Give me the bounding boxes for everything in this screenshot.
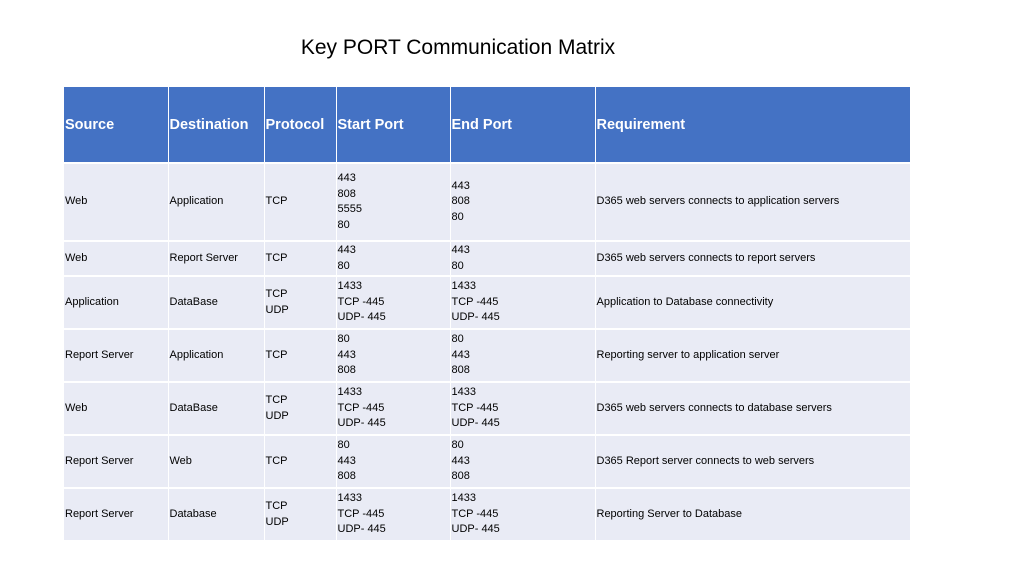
end-port-value: 443 bbox=[451, 454, 470, 467]
protocol-value: TCP bbox=[265, 288, 288, 300]
table-row bbox=[64, 163, 910, 241]
protocol-cell bbox=[264, 163, 336, 241]
table-row bbox=[64, 241, 910, 276]
start-port-value: 808 bbox=[337, 470, 356, 483]
start-port-value: 443 bbox=[337, 348, 356, 361]
start-port-value: 443 bbox=[337, 454, 356, 467]
end-port-cell bbox=[450, 382, 595, 435]
column-header-destination: Destination bbox=[168, 87, 264, 163]
start-port-value: 80 bbox=[337, 218, 350, 231]
start-port-value: 1433 bbox=[337, 492, 362, 505]
requirement-cell: Reporting Server to Database bbox=[595, 488, 910, 541]
protocol-value: TCP bbox=[265, 500, 288, 512]
end-port-value: 1433 bbox=[451, 492, 476, 505]
requirement-cell: D365 web servers connects to application servers bbox=[595, 163, 910, 241]
column-header-protocol: Protocol bbox=[264, 87, 336, 163]
end-port-value: 80 bbox=[451, 259, 464, 272]
start-port-cell bbox=[336, 435, 450, 488]
end-port-value: UDP- 445 bbox=[451, 523, 500, 536]
start-port-value: 1433 bbox=[337, 386, 362, 399]
start-port-value: 1433 bbox=[337, 280, 362, 293]
end-port-value: TCP -445 bbox=[451, 295, 499, 308]
start-port-value: 808 bbox=[337, 187, 356, 200]
end-port-value: UDP- 445 bbox=[451, 311, 500, 324]
protocol-cell bbox=[264, 382, 336, 435]
start-port-cell bbox=[336, 488, 450, 541]
destination-cell: Application bbox=[168, 163, 264, 241]
end-port-cell bbox=[450, 276, 595, 329]
protocol-value: TCP bbox=[265, 394, 288, 406]
column-header-end-port: End Port bbox=[450, 87, 595, 163]
start-port-cell bbox=[336, 382, 450, 435]
source-cell: Report Server bbox=[64, 329, 168, 382]
protocol-value: UDP bbox=[265, 515, 289, 528]
end-port-value: 808 bbox=[451, 364, 470, 377]
requirement-cell: D365 web servers connects to database servers bbox=[595, 382, 910, 435]
start-port-value: 80 bbox=[337, 259, 350, 272]
protocol-value: UDP bbox=[265, 409, 289, 422]
end-port-value: 808 bbox=[451, 470, 470, 483]
start-port-value: UDP- 445 bbox=[337, 311, 386, 324]
start-port-value: 80 bbox=[337, 439, 350, 452]
destination-cell: Application bbox=[168, 329, 264, 382]
end-port-value: 443 bbox=[451, 179, 470, 192]
source-cell: Report Server bbox=[64, 488, 168, 541]
table-row bbox=[64, 382, 910, 435]
start-port-value: UDP- 445 bbox=[337, 523, 386, 536]
end-port-value: TCP -445 bbox=[451, 401, 499, 414]
end-port-value: 443 bbox=[451, 244, 470, 256]
table-row bbox=[64, 276, 910, 329]
protocol-cell bbox=[264, 276, 336, 329]
source-cell: Report Server bbox=[64, 435, 168, 488]
end-port-value: UDP- 445 bbox=[451, 417, 500, 430]
protocol-value: TCP bbox=[265, 251, 288, 264]
start-port-cell bbox=[336, 276, 450, 329]
destination-cell: DataBase bbox=[168, 276, 264, 329]
end-port-cell bbox=[450, 163, 595, 241]
source-cell: Web bbox=[64, 163, 168, 241]
table-header-row bbox=[64, 87, 910, 163]
protocol-value: UDP bbox=[265, 303, 289, 316]
end-port-value: TCP -445 bbox=[451, 507, 499, 520]
end-port-cell bbox=[450, 488, 595, 541]
end-port-value: 443 bbox=[451, 348, 470, 361]
start-port-value: 443 bbox=[337, 172, 356, 184]
end-port-value: 80 bbox=[451, 439, 464, 452]
end-port-value: 80 bbox=[451, 210, 464, 223]
table-row bbox=[64, 435, 910, 488]
start-port-cell bbox=[336, 163, 450, 241]
requirement-cell: Application to Database connectivity bbox=[595, 276, 910, 329]
protocol-value: TCP bbox=[265, 454, 288, 467]
port-matrix-table bbox=[64, 87, 910, 542]
destination-cell: DataBase bbox=[168, 382, 264, 435]
protocol-value: TCP bbox=[265, 195, 288, 208]
protocol-cell bbox=[264, 488, 336, 541]
table-row bbox=[64, 329, 910, 382]
end-port-value: 1433 bbox=[451, 280, 476, 293]
end-port-cell bbox=[450, 329, 595, 382]
protocol-cell bbox=[264, 435, 336, 488]
protocol-value: TCP bbox=[265, 348, 288, 361]
end-port-value: 808 bbox=[451, 195, 470, 208]
requirement-cell: Reporting server to application server bbox=[595, 329, 910, 382]
start-port-value: 5555 bbox=[337, 203, 362, 215]
column-header-start-port: Start Port bbox=[336, 87, 450, 163]
end-port-value: 1433 bbox=[451, 386, 476, 399]
destination-cell: Database bbox=[168, 488, 264, 541]
table-row bbox=[64, 488, 910, 541]
column-header-requirement: Requirement bbox=[595, 87, 910, 163]
requirement-cell: D365 Report server connects to web servers bbox=[595, 435, 910, 488]
start-port-cell bbox=[336, 329, 450, 382]
source-cell: Web bbox=[64, 241, 168, 276]
start-port-value: TCP -445 bbox=[337, 295, 385, 308]
destination-cell: Web bbox=[168, 435, 264, 488]
start-port-value: 808 bbox=[337, 364, 356, 377]
end-port-cell bbox=[450, 435, 595, 488]
destination-cell: Report Server bbox=[168, 241, 264, 276]
column-header-source: Source bbox=[64, 87, 168, 163]
slide-title: Key PORT Communication Matrix bbox=[300, 36, 616, 59]
end-port-cell bbox=[450, 241, 595, 276]
start-port-value: UDP- 445 bbox=[337, 417, 386, 430]
start-port-value: 443 bbox=[337, 244, 356, 256]
start-port-value: 80 bbox=[337, 333, 350, 346]
source-cell: Web bbox=[64, 382, 168, 435]
start-port-cell bbox=[336, 241, 450, 276]
protocol-cell bbox=[264, 241, 336, 276]
start-port-value: TCP -445 bbox=[337, 401, 385, 414]
end-port-value: 80 bbox=[451, 333, 464, 346]
protocol-cell bbox=[264, 329, 336, 382]
requirement-cell: D365 web servers connects to report servers bbox=[595, 241, 910, 276]
start-port-value: TCP -445 bbox=[337, 507, 385, 520]
source-cell: Application bbox=[64, 276, 168, 329]
